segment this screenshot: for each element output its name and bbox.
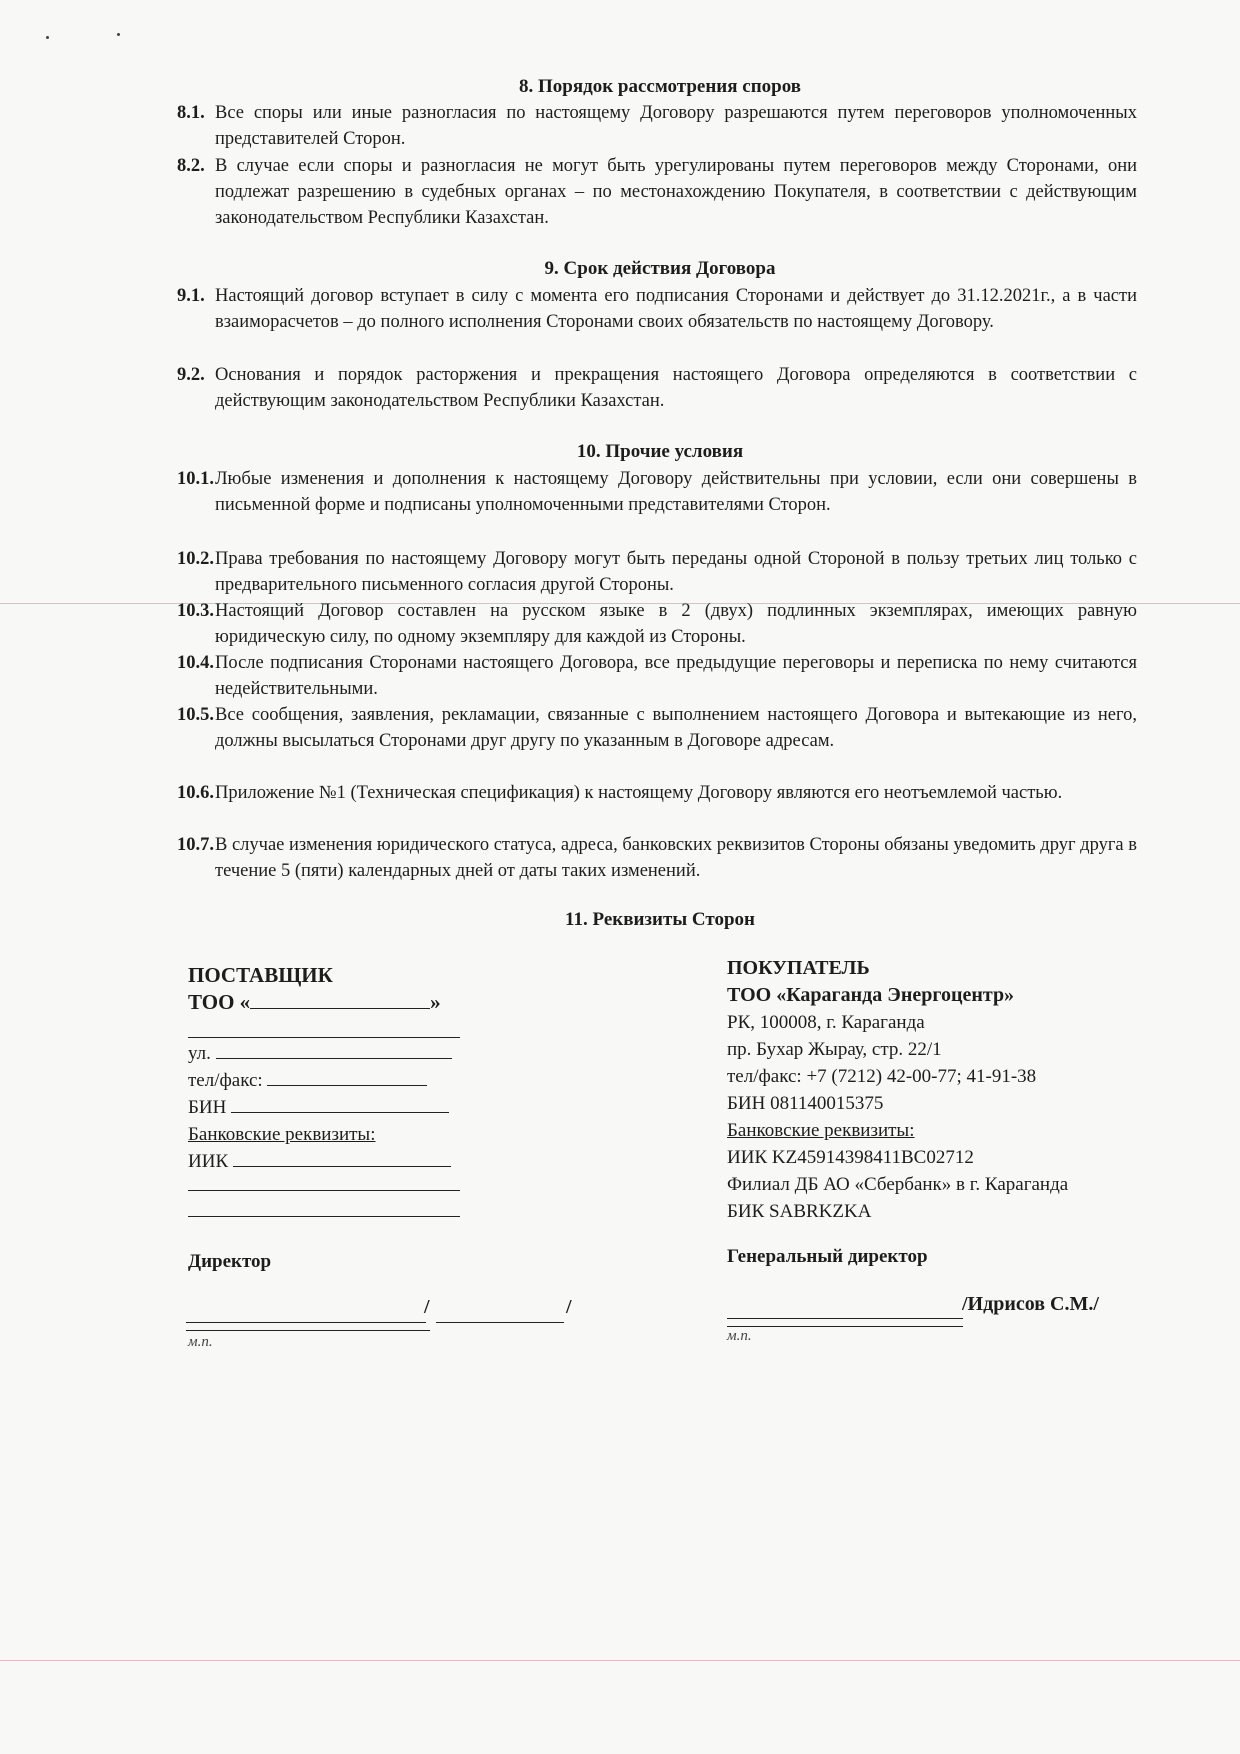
clause-text: В случае изменения юридического статуса, адреса, банковских реквизитов Стороны обязаны уведомить друг друга в течение 5 (пяти) календарных дней от даты таких изменений. [215, 835, 1137, 881]
section-8-heading: 8. Порядок рассмотрения споров [518, 76, 802, 97]
supplier-street-blank [216, 1040, 452, 1059]
supplier-bin-row [188, 1094, 488, 1121]
clause-10-2 [177, 546, 1137, 598]
clause-10-1 [177, 466, 1137, 518]
clause-10-7 [177, 832, 1137, 884]
supplier-bin-label: БИН [188, 1097, 227, 1118]
buyer-iik: ИИК KZ45914398411BC02712 [727, 1147, 974, 1168]
buyer-details [727, 955, 1147, 1225]
clause-number: 9.2. [177, 365, 205, 385]
supplier-street-row [188, 1040, 488, 1067]
clause-text: Настоящий Договор составлен на русском языке в 2 (двух) подлинных экземплярах, имеющих равную юридическую силу, по одному экземпляру для каждой из Стороны. [215, 601, 1137, 647]
buyer-stamp-place: м.п. [727, 1328, 752, 1344]
clause-text: Основания и порядок расторжения и прекращения настоящего Договора определяются в соответствии с действующим законодательством Республики Казахстан. [215, 365, 1137, 411]
clause-number: 8.1. [177, 103, 205, 123]
supplier-fields [188, 1040, 488, 1175]
supplier-blank-line [188, 1037, 460, 1038]
supplier-title: ПОСТАВЩИК [188, 963, 333, 987]
clause-9-2 [177, 362, 1137, 414]
clause-text: Любые изменения и дополнения к настоящему Договору действительны при условии, если они совершены в письменной форме и подписаны уполномоченными представителями Сторон. [215, 469, 1137, 515]
clause-text: Приложение №1 (Техническая спецификация) к настоящему Договору являются его неотъемлемой частью. [215, 783, 1063, 803]
supplier-iik-blank [233, 1148, 451, 1167]
supplier-details [188, 962, 488, 1016]
buyer-signatory: /Идрисов С.М./ [962, 1293, 1099, 1315]
clause-number: 8.2. [177, 156, 205, 176]
clause-text: После подписания Сторонами настоящего Договора, все предыдущие переговоры и переписка по нему считаются недействительными. [215, 653, 1137, 699]
supplier-phone-row [188, 1067, 488, 1094]
section-9-heading: 9. Срок действия Договора [544, 258, 776, 279]
clause-number: 10.6. [177, 783, 214, 803]
clause-text: Все сообщения, заявления, рекламации, связанные с выполнением настоящего Договора и вытекающие из него, должны высылаться Сторонами друг другу по указанным в Договоре адресам. [215, 705, 1137, 751]
clause-text: Настоящий договор вступает в силу с момента его подписания Сторонами и действует до 31.12.2021г., а в части взаиморасчетов – до полного исполнения Сторонами своих обязательств по настоящему Договору. [215, 286, 1137, 332]
supplier-blank-line [188, 1216, 460, 1217]
clause-10-6 [177, 780, 1137, 806]
supplier-stamp-place: м.п. [188, 1334, 213, 1350]
supplier-bank-label: Банковские реквизиты: [188, 1124, 376, 1145]
supplier-org-prefix: ТОО « [188, 990, 251, 1014]
supplier-street-label: ул. [188, 1043, 211, 1064]
supplier-org-suffix: » [430, 990, 441, 1014]
section-11-heading: 11. Реквизиты Сторон [565, 909, 755, 930]
clause-number: 10.3. [177, 601, 214, 621]
section-10-heading: 10. Прочие условия [576, 441, 744, 462]
buyer-address-1: РК, 100008, г. Караганда [727, 1012, 925, 1033]
clause-number: 10.7. [177, 835, 214, 855]
buyer-title: ПОКУПАТЕЛЬ [727, 957, 870, 979]
supplier-signature-separator: / [424, 1296, 430, 1318]
clause-10-3 [177, 598, 1137, 650]
buyer-phone: тел/факс: +7 (7212) 42-00-77; 41-91-38 [727, 1066, 1037, 1087]
clause-number: 10.4. [177, 653, 214, 673]
buyer-bank-label: Банковские реквизиты: [727, 1120, 915, 1141]
supplier-blank-line [188, 1190, 460, 1191]
clause-text: Права требования по настоящему Договору могут быть переданы одной Стороной в пользу третьих лиц только с предварительного письменного согласия другой Стороны. [215, 549, 1137, 595]
clause-8-1 [177, 100, 1137, 152]
buyer-bik: БИК SABRKZKA [727, 1201, 872, 1222]
supplier-org-blank [250, 990, 430, 1009]
clause-8-2 [177, 153, 1137, 231]
clause-number: 10.5. [177, 705, 214, 725]
buyer-org: ТОО «Караганда Энергоцентр» [727, 984, 1015, 1006]
buyer-bank-branch: Филиал ДБ АО «Сбербанк» в г. Караганда [727, 1174, 1069, 1195]
clause-number: 9.1. [177, 286, 205, 306]
buyer-bin: БИН 081140015375 [727, 1093, 884, 1114]
supplier-phone-label: тел/факс: [188, 1070, 263, 1091]
supplier-iik-row [188, 1148, 488, 1175]
buyer-position: Генеральный директор [727, 1246, 928, 1267]
scan-speck [117, 33, 120, 36]
buyer-address-2: пр. Бухар Жырау, стр. 22/1 [727, 1039, 942, 1060]
scan-artifact-line [0, 1660, 1240, 1661]
supplier-iik-label: ИИК [188, 1151, 229, 1172]
buyer-signature-line [727, 1318, 963, 1319]
buyer-stamp-line [727, 1326, 963, 1327]
clause-number: 10.2. [177, 549, 214, 569]
scan-speck [46, 36, 49, 39]
supplier-org [188, 989, 488, 1016]
clause-10-4 [177, 650, 1137, 702]
supplier-position: Директор [188, 1251, 272, 1272]
clause-9-1 [177, 283, 1137, 335]
clause-text: Все споры или иные разногласия по настоящему Договору разрешаются путем переговоров уполномоченных представителей Сторон. [215, 103, 1137, 149]
supplier-bin-blank [231, 1094, 449, 1113]
supplier-phone-blank [267, 1067, 427, 1086]
supplier-stamp-line [186, 1330, 430, 1331]
supplier-signature-line [186, 1322, 426, 1323]
supplier-name-line [436, 1322, 564, 1323]
clause-number: 10.1. [177, 469, 214, 489]
clause-10-5 [177, 702, 1137, 754]
clause-text: В случае если споры и разногласия не могут быть урегулированы путем переговоров между Сторонами, они подлежат разрешению в судебных органах – по местонахождению Покупателя, в соответствии с действующим законодательством Республики Казахстан. [215, 156, 1137, 228]
supplier-signature-separator: / [566, 1296, 572, 1318]
